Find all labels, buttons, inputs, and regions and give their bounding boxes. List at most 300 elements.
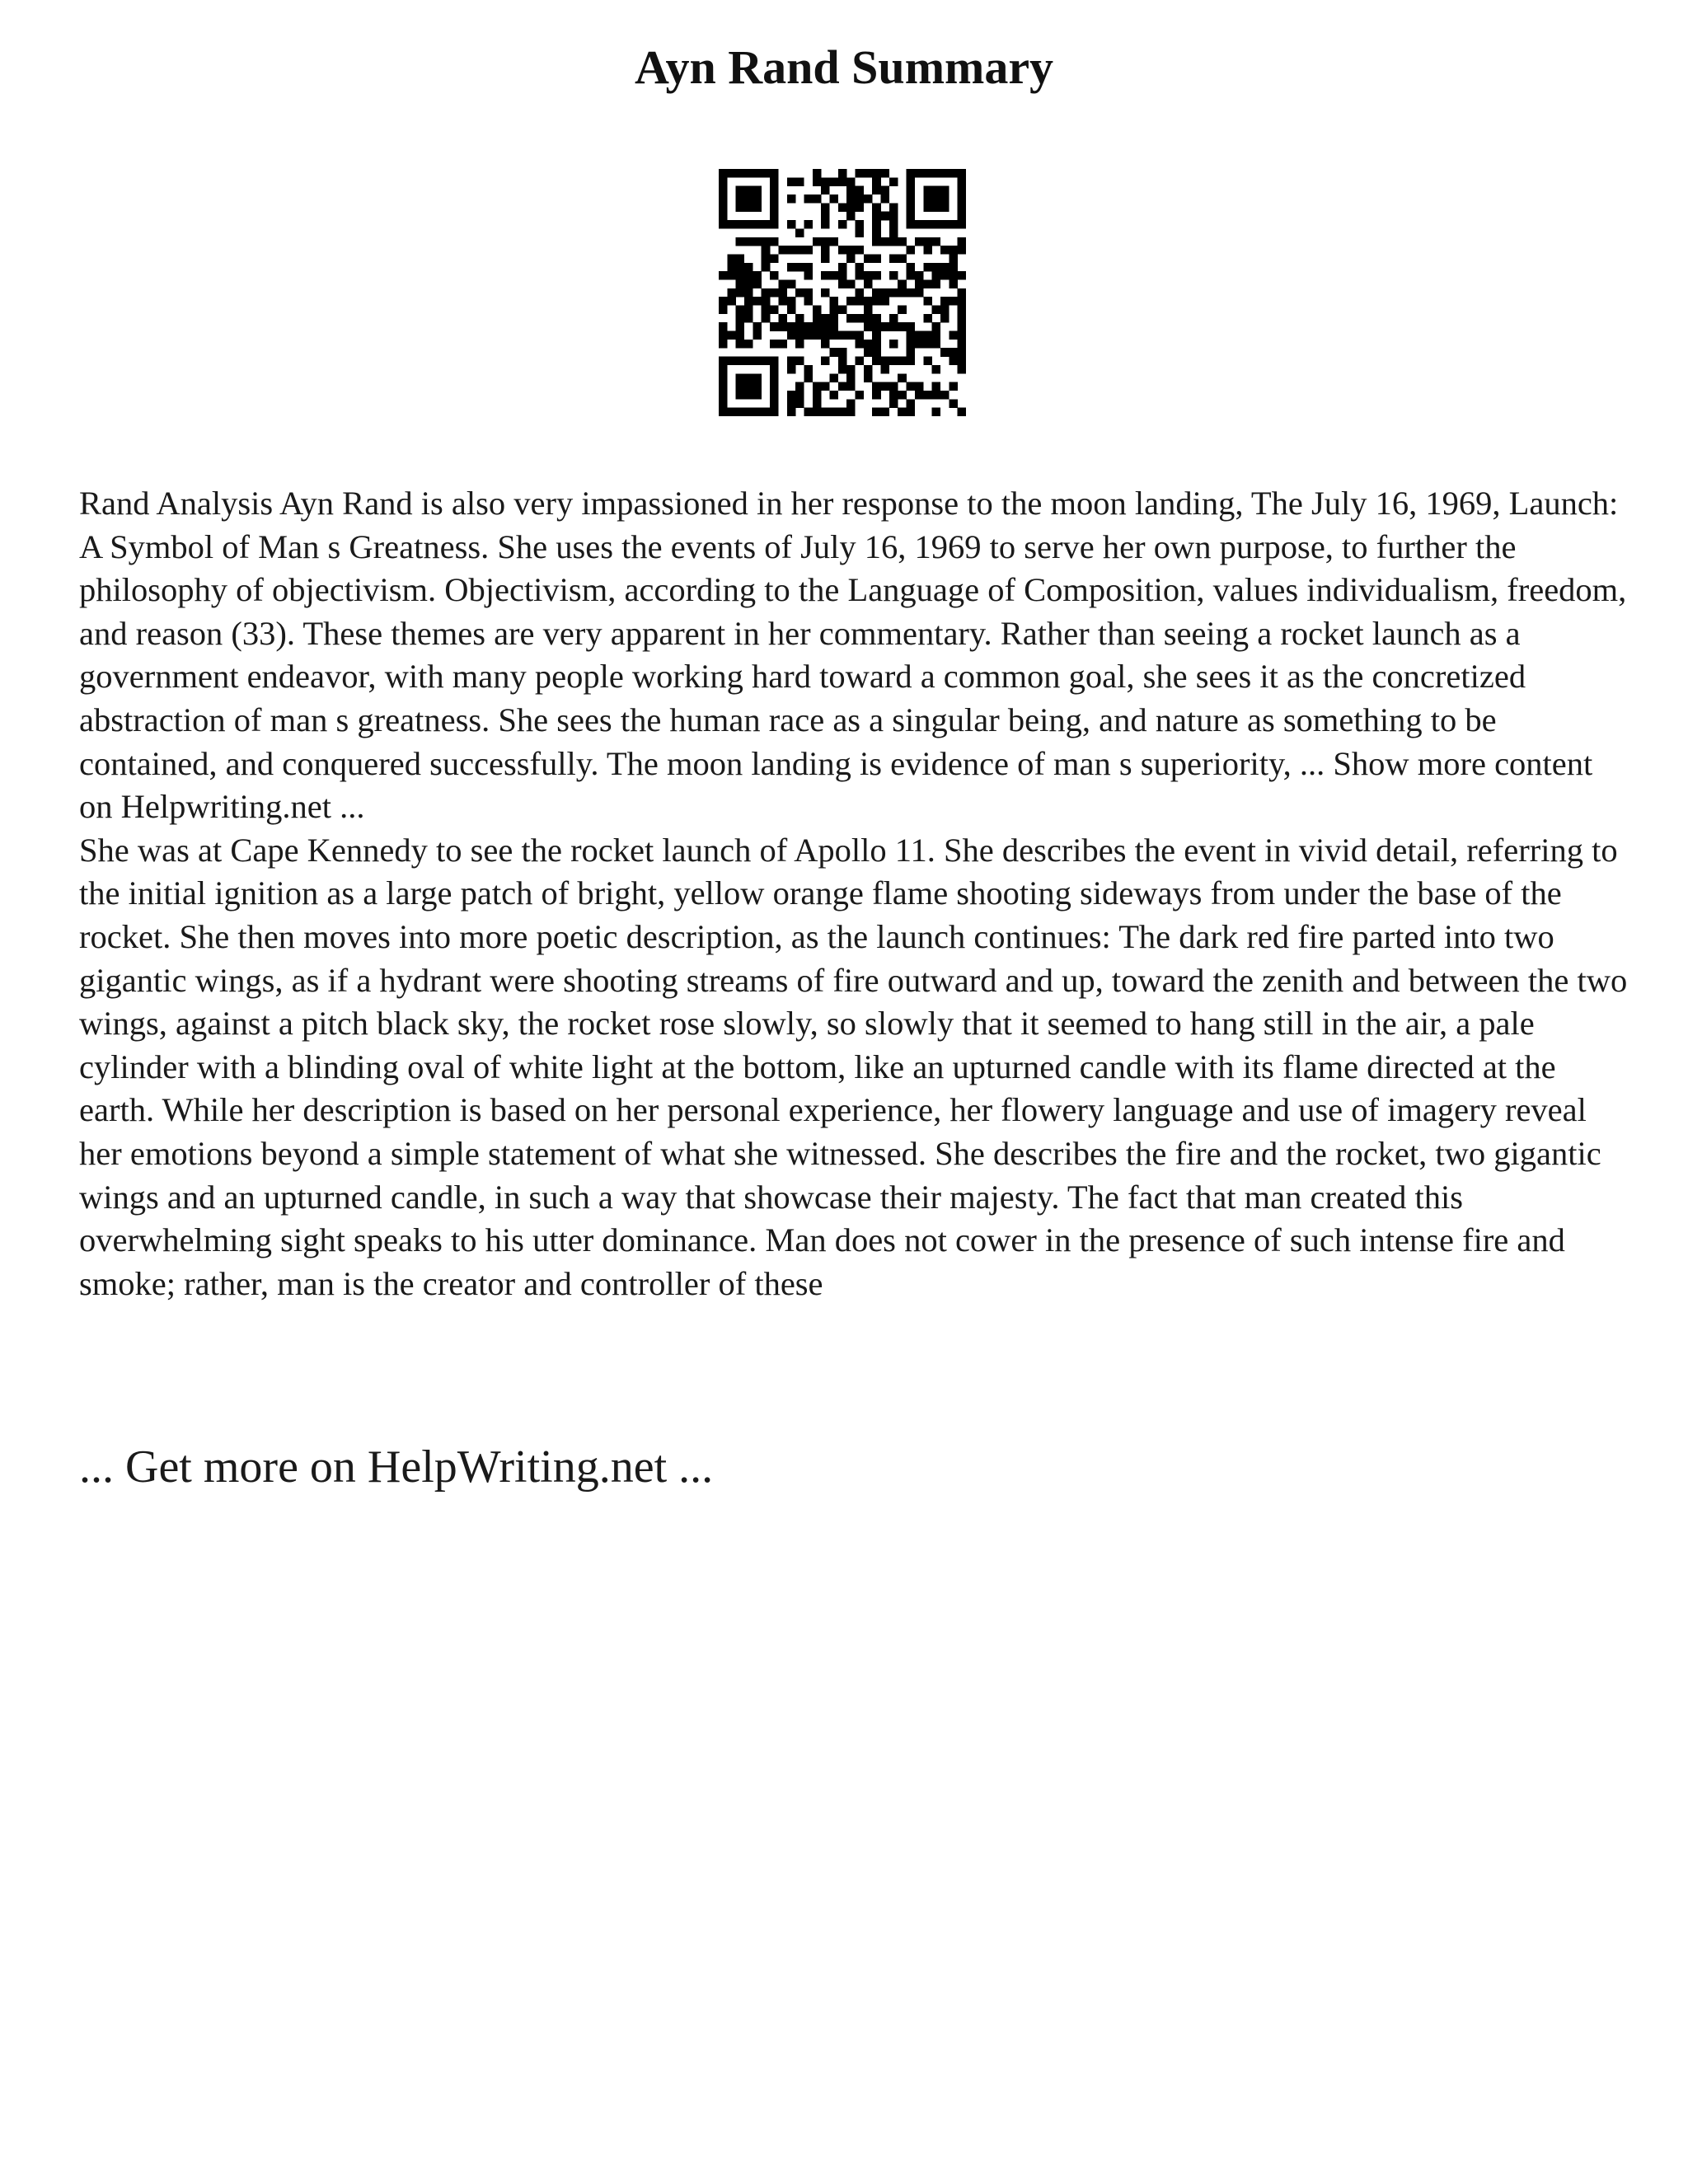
qr-module bbox=[940, 169, 950, 178]
qr-module bbox=[770, 382, 779, 391]
qr-module bbox=[736, 220, 745, 229]
qr-module bbox=[804, 322, 813, 331]
qr-module bbox=[923, 263, 932, 272]
qr-module bbox=[881, 357, 890, 366]
qr-module bbox=[932, 237, 941, 246]
qr-module bbox=[872, 408, 881, 416]
qr-module bbox=[881, 382, 890, 391]
qr-module bbox=[821, 203, 830, 212]
qr-module bbox=[864, 348, 873, 357]
qr-module bbox=[958, 306, 966, 315]
qr-module bbox=[804, 246, 813, 255]
qr-module bbox=[838, 408, 847, 416]
qr-module bbox=[719, 391, 728, 400]
qr-module bbox=[727, 288, 736, 298]
qr-module bbox=[889, 177, 898, 186]
qr-module bbox=[744, 169, 753, 178]
qr-module bbox=[872, 212, 881, 221]
qr-module bbox=[856, 271, 865, 280]
qr-module bbox=[898, 322, 907, 331]
qr-module bbox=[907, 331, 916, 340]
qr-module bbox=[864, 279, 873, 288]
qr-module bbox=[872, 391, 881, 400]
qr-module bbox=[932, 365, 941, 374]
qr-module bbox=[889, 237, 898, 246]
qr-module bbox=[898, 357, 907, 366]
qr-module bbox=[787, 357, 796, 366]
qr-module bbox=[719, 297, 728, 306]
qr-module bbox=[846, 297, 856, 306]
qr-module bbox=[846, 246, 856, 255]
qr-module bbox=[864, 314, 873, 323]
qr-module bbox=[753, 391, 762, 400]
qr-module bbox=[907, 399, 916, 408]
qr-module bbox=[744, 297, 753, 306]
qr-module bbox=[787, 177, 796, 186]
qr-module bbox=[744, 306, 753, 315]
qr-module bbox=[770, 373, 779, 382]
qr-module bbox=[829, 331, 838, 340]
qr-module bbox=[787, 279, 796, 288]
qr-module bbox=[753, 279, 762, 288]
qr-module bbox=[744, 203, 753, 212]
qr-module bbox=[923, 203, 932, 212]
qr-module bbox=[958, 297, 966, 306]
qr-module bbox=[958, 348, 966, 357]
qr-module bbox=[949, 348, 958, 357]
qr-module bbox=[770, 271, 779, 280]
qr-module bbox=[949, 399, 958, 408]
qr-module bbox=[795, 391, 804, 400]
qr-module bbox=[907, 271, 916, 280]
qr-module bbox=[872, 177, 881, 186]
qr-module bbox=[804, 288, 813, 298]
qr-module bbox=[838, 246, 847, 255]
qr-module bbox=[940, 314, 950, 323]
qr-module bbox=[719, 220, 728, 229]
qr-module bbox=[787, 365, 796, 374]
qr-module bbox=[958, 177, 966, 186]
qr-module bbox=[838, 382, 847, 391]
qr-module bbox=[804, 331, 813, 340]
qr-module bbox=[958, 322, 966, 331]
qr-module bbox=[958, 212, 966, 221]
qr-module bbox=[923, 314, 932, 323]
qr-module bbox=[864, 169, 873, 178]
qr-module bbox=[753, 186, 762, 195]
qr-module bbox=[958, 194, 966, 204]
qr-module bbox=[838, 220, 847, 229]
qr-module bbox=[907, 220, 916, 229]
qr-module bbox=[864, 340, 873, 349]
qr-module bbox=[881, 194, 890, 204]
qr-module bbox=[923, 340, 932, 349]
qr-module bbox=[923, 237, 932, 246]
qr-module bbox=[838, 271, 847, 280]
qr-module bbox=[940, 220, 950, 229]
qr-module bbox=[719, 177, 728, 186]
qr-module bbox=[753, 220, 762, 229]
qr-module bbox=[804, 373, 813, 382]
qr-module bbox=[940, 306, 950, 315]
qr-module bbox=[949, 220, 958, 229]
qr-module bbox=[744, 391, 753, 400]
qr-module bbox=[923, 331, 932, 340]
qr-module bbox=[804, 297, 813, 306]
qr-module bbox=[958, 246, 966, 255]
qr-module bbox=[744, 220, 753, 229]
qr-module bbox=[821, 246, 830, 255]
qr-module bbox=[795, 340, 804, 349]
qr-module bbox=[949, 357, 958, 366]
qr-module bbox=[736, 194, 745, 204]
qr-module bbox=[838, 357, 847, 366]
qr-module bbox=[872, 203, 881, 212]
qr-module bbox=[915, 237, 924, 246]
qr-module bbox=[864, 373, 873, 382]
qr-module bbox=[949, 271, 958, 280]
qr-module bbox=[889, 254, 898, 263]
qr-module bbox=[856, 186, 865, 195]
qr-module bbox=[932, 391, 941, 400]
qr-module bbox=[958, 220, 966, 229]
qr-module bbox=[898, 408, 907, 416]
qr-module bbox=[744, 194, 753, 204]
qr-module bbox=[856, 340, 865, 349]
qr-module bbox=[753, 322, 762, 331]
qr-module bbox=[736, 340, 745, 349]
qr-module bbox=[736, 271, 745, 280]
page-title: Ayn Rand Summary bbox=[634, 40, 1054, 94]
qr-module bbox=[829, 194, 838, 204]
qr-code-graphic bbox=[719, 169, 966, 416]
qr-module bbox=[940, 246, 950, 255]
qr-module bbox=[719, 408, 728, 416]
qr-module bbox=[727, 220, 736, 229]
qr-module bbox=[736, 331, 745, 340]
qr-module bbox=[940, 271, 950, 280]
qr-module bbox=[821, 331, 830, 340]
qr-module bbox=[846, 314, 856, 323]
qr-module bbox=[932, 186, 941, 195]
qr-module bbox=[846, 279, 856, 288]
qr-module bbox=[889, 271, 898, 280]
qr-module bbox=[770, 186, 779, 195]
qr-module bbox=[829, 237, 838, 246]
qr-module bbox=[753, 271, 762, 280]
qr-module bbox=[907, 203, 916, 212]
qr-module bbox=[778, 340, 787, 349]
qr-module bbox=[872, 186, 881, 195]
qr-module bbox=[744, 263, 753, 272]
qr-module bbox=[881, 212, 890, 221]
qr-module bbox=[923, 220, 932, 229]
qr-module bbox=[719, 340, 728, 349]
qr-module bbox=[770, 322, 779, 331]
qr-module bbox=[881, 297, 890, 306]
qr-module bbox=[932, 194, 941, 204]
qr-module bbox=[727, 331, 736, 340]
qr-module bbox=[949, 263, 958, 272]
qr-module bbox=[787, 306, 796, 315]
qr-module bbox=[821, 382, 830, 391]
qr-module bbox=[889, 322, 898, 331]
qr-module bbox=[864, 322, 873, 331]
qr-module bbox=[736, 263, 745, 272]
qr-module bbox=[932, 203, 941, 212]
qr-module bbox=[923, 194, 932, 204]
qr-module bbox=[907, 357, 916, 366]
qr-module bbox=[719, 382, 728, 391]
qr-module bbox=[762, 246, 771, 255]
qr-module bbox=[821, 254, 830, 263]
qr-module bbox=[795, 382, 804, 391]
qr-module bbox=[907, 408, 916, 416]
qr-module bbox=[829, 373, 838, 382]
qr-module bbox=[770, 306, 779, 315]
qr-module bbox=[736, 169, 745, 178]
qr-module bbox=[907, 263, 916, 272]
qr-module bbox=[958, 408, 966, 416]
qr-module bbox=[787, 408, 796, 416]
qr-module bbox=[787, 297, 796, 306]
qr-module bbox=[915, 288, 924, 298]
qr-module bbox=[932, 169, 941, 178]
qr-module bbox=[744, 237, 753, 246]
qr-module bbox=[744, 271, 753, 280]
qr-module bbox=[958, 288, 966, 298]
qr-module bbox=[829, 391, 838, 400]
qr-module bbox=[719, 373, 728, 382]
qr-module bbox=[736, 322, 745, 331]
qr-module bbox=[727, 408, 736, 416]
qr-module bbox=[856, 203, 865, 212]
qr-module bbox=[753, 357, 762, 366]
qr-module bbox=[744, 357, 753, 366]
qr-module bbox=[736, 391, 745, 400]
qr-module bbox=[762, 169, 771, 178]
qr-module bbox=[856, 220, 865, 229]
qr-module bbox=[813, 177, 822, 186]
qr-module bbox=[915, 382, 924, 391]
qr-module bbox=[753, 169, 762, 178]
qr-module bbox=[907, 212, 916, 221]
qr-module bbox=[958, 237, 966, 246]
qr-module bbox=[898, 237, 907, 246]
qr-module bbox=[744, 288, 753, 298]
qr-module bbox=[907, 194, 916, 204]
qr-module bbox=[719, 357, 728, 366]
qr-module bbox=[719, 399, 728, 408]
qr-module bbox=[744, 340, 753, 349]
qr-module bbox=[821, 177, 830, 186]
qr-module bbox=[872, 288, 881, 298]
qr-module bbox=[958, 186, 966, 195]
qr-module bbox=[915, 279, 924, 288]
qr-module bbox=[813, 331, 822, 340]
qr-module bbox=[872, 228, 881, 237]
qr-module bbox=[889, 314, 898, 323]
qr-module bbox=[846, 186, 856, 195]
qr-module bbox=[829, 177, 838, 186]
qr-module bbox=[736, 373, 745, 382]
qr-module bbox=[846, 177, 856, 186]
qr-module bbox=[949, 382, 958, 391]
qr-module bbox=[727, 357, 736, 366]
qr-module bbox=[932, 382, 941, 391]
qr-module bbox=[923, 279, 932, 288]
qr-module bbox=[889, 340, 898, 349]
qr-module bbox=[846, 203, 856, 212]
qr-module bbox=[744, 279, 753, 288]
qr-module bbox=[813, 408, 822, 416]
qr-module bbox=[795, 314, 804, 323]
qr-module bbox=[949, 169, 958, 178]
qr-module bbox=[958, 340, 966, 349]
qr-module bbox=[889, 212, 898, 221]
qr-module bbox=[795, 288, 804, 298]
qr-module bbox=[958, 271, 966, 280]
qr-module bbox=[829, 306, 838, 315]
qr-module bbox=[727, 263, 736, 272]
qr-module bbox=[813, 306, 822, 315]
qr-module bbox=[907, 382, 916, 391]
qr-module bbox=[762, 263, 771, 272]
qr-module bbox=[787, 331, 796, 340]
qr-module bbox=[856, 169, 865, 178]
qr-module bbox=[736, 186, 745, 195]
qr-module bbox=[770, 340, 779, 349]
qr-module bbox=[795, 399, 804, 408]
qr-module bbox=[821, 340, 830, 349]
qr-module bbox=[889, 288, 898, 298]
qr-module bbox=[736, 314, 745, 323]
qr-module bbox=[821, 288, 830, 298]
qr-module bbox=[881, 237, 890, 246]
qr-module bbox=[932, 279, 941, 288]
qr-module bbox=[864, 297, 873, 306]
qr-module bbox=[787, 194, 796, 204]
qr-module bbox=[923, 169, 932, 178]
qr-module bbox=[958, 314, 966, 323]
qr-module bbox=[923, 186, 932, 195]
qr-module bbox=[744, 382, 753, 391]
qr-module bbox=[856, 357, 865, 366]
qr-module bbox=[770, 254, 779, 263]
qr-module bbox=[872, 382, 881, 391]
qr-module bbox=[940, 348, 950, 357]
qr-module bbox=[778, 297, 787, 306]
qr-module bbox=[762, 254, 771, 263]
qr-module bbox=[846, 408, 856, 416]
qr-module bbox=[719, 212, 728, 221]
paragraph-2: She was at Cape Kennedy to see the rocket launch of Apollo 11. She describes the event in vivid detail, referring to the initial ignition as a large patch of bright, yellow orange flame shooting sideways from under the base of the rocket. She then moves into more poetic description, as the launch continues: The dark red fire parted into two gigantic wings, as if a hydrant were shooting streams of fire outward and up, toward the zenith and between the two wings, against a pitch black sky, the rocket rose slowly, so slowly that it seemed to hang still in the air, a pale cylinder with a blinding oval of white light at the bottom, like an upturned candle with its flame directed at the earth. While her description is based on her personal experience, her flowery language and use of imagery reveal her emotions beyond a simple statement of what she witnessed. She describes the fire and the rocket, two gigantic wings and an upturned candle, in such a way that showcase their majesty. The fact that man created this overwhelming sight speaks to his utter dominance. Man does not cower in the presence of such intense fire and smoke; rather, man is the creator and controller of these bbox=[79, 831, 1628, 1302]
qr-module bbox=[719, 194, 728, 204]
qr-module bbox=[932, 271, 941, 280]
qr-module bbox=[915, 340, 924, 349]
qr-module bbox=[898, 373, 907, 382]
qr-module bbox=[856, 288, 865, 298]
qr-module bbox=[813, 322, 822, 331]
qr-module bbox=[753, 237, 762, 246]
qr-module bbox=[753, 382, 762, 391]
qr-module bbox=[838, 331, 847, 340]
qr-module bbox=[958, 169, 966, 178]
qr-module bbox=[940, 297, 950, 306]
qr-module bbox=[762, 314, 771, 323]
qr-module bbox=[856, 391, 865, 400]
qr-module bbox=[846, 382, 856, 391]
qr-module bbox=[727, 169, 736, 178]
qr-module bbox=[719, 271, 728, 280]
qr-module bbox=[856, 246, 865, 255]
qr-module bbox=[744, 408, 753, 416]
qr-module bbox=[736, 237, 745, 246]
qr-module bbox=[787, 220, 796, 229]
qr-module bbox=[856, 331, 865, 340]
qr-module bbox=[949, 254, 958, 263]
qr-module bbox=[889, 203, 898, 212]
qr-module bbox=[770, 237, 779, 246]
qr-module bbox=[719, 365, 728, 374]
qr-module bbox=[727, 297, 736, 306]
paragraph-1: Rand Analysis Ayn Rand is also very impassioned in her response to the moon landing, The July 16, 1969, Launch: A Symbol of Man s Greatness. She uses the events of July 16, 1969 to serve her own purpose, to further the philosophy of objectivism. Objectivism, according to the Language of Composition, values individualism, freedom, and reason (33). These themes are very apparent in her commentary. Rather than seeing a rocket launch as a government endeavor, with many people working hard toward a common goal, she sees it as the concretized abstraction of man s greatness. She sees the human race as a singular being, and nature as something to be contained, and conquered successfully. The moon landing is evidence of man s superiority, ... Show more content on Helpwriting.net ... bbox=[79, 485, 1627, 826]
qr-module bbox=[838, 306, 847, 315]
qr-module bbox=[915, 331, 924, 340]
qr-module bbox=[719, 169, 728, 178]
qr-module bbox=[872, 314, 881, 323]
qr-module bbox=[736, 357, 745, 366]
qr-module bbox=[795, 357, 804, 366]
qr-module bbox=[838, 263, 847, 272]
qr-module bbox=[736, 408, 745, 416]
qr-module bbox=[907, 246, 916, 255]
qr-module bbox=[719, 306, 728, 315]
qr-module bbox=[719, 203, 728, 212]
qr-module bbox=[762, 357, 771, 366]
qr-module bbox=[813, 391, 822, 400]
qr-module bbox=[744, 373, 753, 382]
qr-module bbox=[881, 408, 890, 416]
get-more-link[interactable]: ... Get more on HelpWriting.net ... bbox=[79, 1441, 714, 1493]
qr-module bbox=[736, 279, 745, 288]
qr-module bbox=[898, 254, 907, 263]
qr-module bbox=[864, 365, 873, 374]
qr-module bbox=[838, 348, 847, 357]
qr-module bbox=[787, 399, 796, 408]
qr-module bbox=[846, 212, 856, 221]
qr-module bbox=[821, 212, 830, 221]
qr-module bbox=[864, 306, 873, 315]
qr-module bbox=[821, 314, 830, 323]
qr-module bbox=[898, 391, 907, 400]
qr-module bbox=[838, 177, 847, 186]
qr-module bbox=[932, 263, 941, 272]
qr-module bbox=[958, 357, 966, 366]
qr-module bbox=[736, 382, 745, 391]
qr-module bbox=[736, 288, 745, 298]
qr-module bbox=[881, 365, 890, 374]
qr-module bbox=[770, 408, 779, 416]
qr-module bbox=[795, 322, 804, 331]
qr-module bbox=[889, 220, 898, 229]
qr-module bbox=[846, 373, 856, 382]
qr-module bbox=[762, 220, 771, 229]
qr-module bbox=[804, 408, 813, 416]
qr-code-icon[interactable] bbox=[719, 169, 966, 416]
qr-module bbox=[846, 331, 856, 340]
qr-module bbox=[907, 186, 916, 195]
